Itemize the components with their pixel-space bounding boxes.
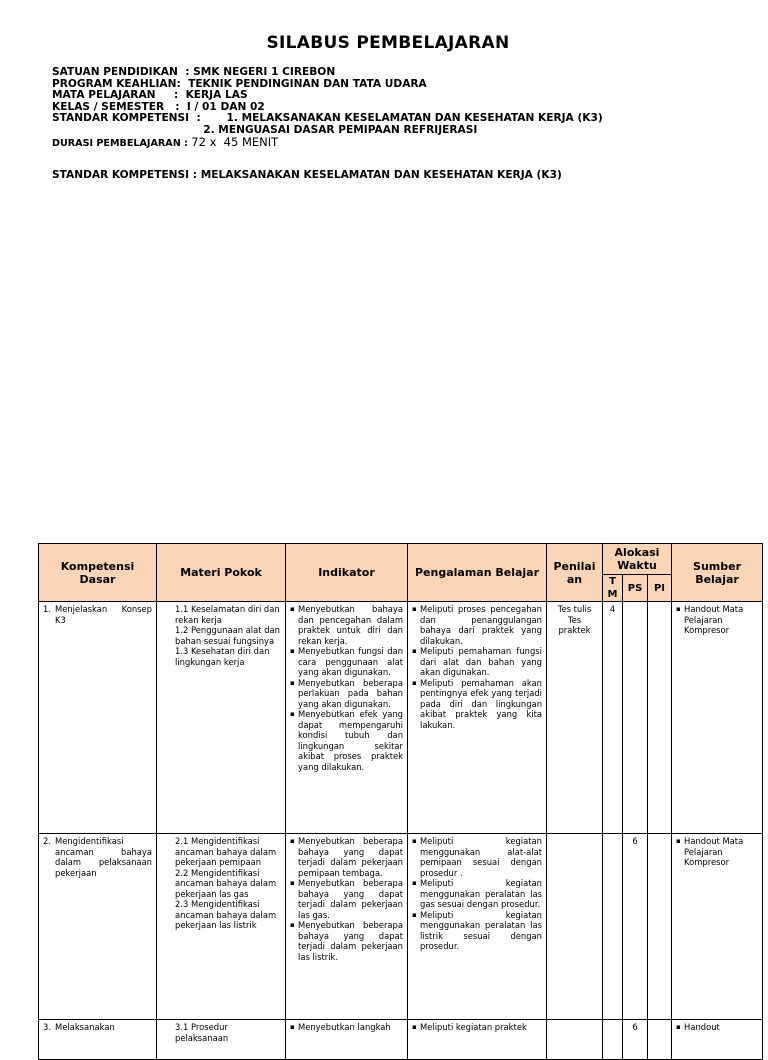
cell-ps: 6 bbox=[623, 834, 648, 1020]
indikator-item: ▪ Menyebutkan beberapa bahaya yang dapat terjadi dalam pekerjaan las listrik. bbox=[298, 920, 403, 962]
cell-kompetensi-dasar bbox=[39, 834, 157, 1020]
kd-number: 2. bbox=[43, 836, 51, 846]
kd-number: 1. bbox=[43, 604, 51, 614]
header-indikator: Indikator bbox=[286, 544, 408, 602]
indikator-item: ▪ Menyebutkan beberapa perlakuan pada bahan yang akan digunakan. bbox=[298, 678, 403, 710]
cell-penilaian bbox=[547, 602, 603, 834]
header-materi-pokok: Materi Pokok bbox=[157, 544, 286, 602]
sumber-item: ▪ Handout Mata Pelajaran Kompresor bbox=[684, 604, 758, 636]
cell-tm bbox=[603, 1020, 623, 1060]
table-row bbox=[39, 602, 763, 834]
cell-indikator bbox=[286, 834, 408, 1020]
pengalaman-item: ▪ Meliputi kegiatan menggunakan alat-alat pemipaan sesuai dengan prosedur . bbox=[420, 836, 542, 878]
cell-sumber-belajar bbox=[672, 834, 763, 1020]
header-pengalaman-belajar: Pengalaman Belajar bbox=[408, 544, 547, 602]
syllabus-table-body bbox=[39, 602, 763, 1060]
sumber-list bbox=[676, 604, 758, 636]
meta-sk2: 2. MENGUASAI DASAR PEMIPAAN REFRIJERASI bbox=[52, 123, 478, 136]
materi-item: 3.1 Prosedur pelaksanaan bbox=[175, 1022, 229, 1043]
cell-materi-pokok bbox=[157, 834, 286, 1020]
cell-sumber-belajar bbox=[672, 1020, 763, 1060]
cell-indikator bbox=[286, 1020, 408, 1060]
kompetensi-dasar bbox=[43, 604, 152, 625]
meta-sk1: STANDAR KOMPETENSI : 1. MELAKSANAKAN KESELAMATAN DAN KESEHATAN KERJA (K3) bbox=[52, 112, 603, 125]
cell-indikator bbox=[286, 602, 408, 834]
document-metadata bbox=[52, 67, 603, 149]
header-tm: T M bbox=[603, 575, 623, 602]
cell-kompetensi-dasar bbox=[39, 1020, 157, 1060]
meta-kelas: KELAS / SEMESTER : I / 01 DAN 02 bbox=[52, 100, 265, 113]
meta-durasi bbox=[52, 134, 603, 150]
meta-satuan: SATUAN PENDIDIKAN : SMK NEGERI 1 CIREBON bbox=[52, 66, 336, 78]
kd-text: Melaksanakan bbox=[55, 1022, 115, 1032]
materi-item: 2.1 Mengidentifikasi ancaman bahaya dalam pekerjaan pemipaan bbox=[175, 836, 277, 867]
indikator-item: ▪ Menyebutkan langkah bbox=[298, 1022, 403, 1033]
pengalaman-item: ▪ Meliputi kegiatan menggunakan peralatan las listrik sesuai dengan prosedur. bbox=[420, 910, 542, 952]
pengalaman-item: ▪ Meliputi pemahaman akan pentingnya efek yang terjadi pada diri dan lingkungan akibat praktek yang kita lakukan. bbox=[420, 678, 542, 731]
indikator-item: ▪ Menyebutkan bahaya dan pencegahan dalam praktek untuk diri dan rekan kerja. bbox=[298, 604, 403, 646]
pengalaman-list bbox=[412, 604, 542, 730]
cell-materi-pokok bbox=[157, 1020, 286, 1060]
penilaian-item: Tes tulis bbox=[557, 604, 592, 614]
penilaian-item: Tes praktek bbox=[558, 614, 591, 635]
indikator-item: ▪ Menyebutkan fungsi dan cara penggunaan alat yang akan digunakan. bbox=[298, 646, 403, 678]
header-penilaian: Penilai an bbox=[547, 544, 603, 602]
cell-pi bbox=[648, 834, 672, 1020]
cell-ps: 6 bbox=[623, 1020, 648, 1060]
kd-number: 3. bbox=[43, 1022, 51, 1032]
indikator-list bbox=[290, 836, 403, 962]
meta-program: PROGRAM KEAHLIAN: TEKNIK PENDINGINAN DAN TATA UDARA bbox=[52, 77, 427, 90]
page-title: SILABUS PEMBELAJARAN bbox=[266, 33, 510, 53]
cell-materi-pokok bbox=[157, 602, 286, 834]
header-sumber-belajar: Sumber Belajar bbox=[672, 544, 763, 602]
meta-durasi-label: DURASI PEMBELAJARAN : bbox=[52, 137, 192, 149]
materi-item: 2.3 Mengidentifikasi ancaman bahaya dalam pekerjaan las listrik bbox=[175, 899, 277, 930]
header-alokasi-waktu: Alokasi Waktu bbox=[603, 544, 672, 575]
standar-kompetensi-heading: STANDAR KOMPETENSI : MELAKSANAKAN KESELAMATAN DAN KESEHATAN KERJA (K3) bbox=[52, 169, 562, 181]
materi-item: 1.3 Kesehatan diri dan lingkungan kerja bbox=[175, 646, 270, 667]
pengalaman-item: ▪ Meliputi kegiatan menggunakan peralatan las gas sesuai dengan prosedur. bbox=[420, 878, 542, 910]
pengalaman-item: ▪ Meliputi pemahaman fungsi dari alat dan bahan yang akan digunakan. bbox=[420, 646, 542, 678]
cell-ps bbox=[623, 602, 648, 834]
cell-penilaian bbox=[547, 1020, 603, 1060]
kd-text: Menjelaskan Konsep K3 bbox=[55, 604, 152, 625]
sumber-list bbox=[676, 836, 758, 868]
cell-pengalaman-belajar bbox=[408, 834, 547, 1020]
cell-pi bbox=[648, 1020, 672, 1060]
pengalaman-list bbox=[412, 836, 542, 952]
indikator-item: ▪ Menyebutkan efek yang dapat mempengaruhi kondisi tubuh dan lingkungan sekitar akibat proses praktek yang dilakukan. bbox=[298, 709, 403, 772]
meta-mapel: MATA PELAJARAN : KERJA LAS bbox=[52, 89, 248, 102]
indikator-list bbox=[290, 604, 403, 772]
header-ps: PS bbox=[623, 575, 648, 602]
cell-pengalaman-belajar bbox=[408, 1020, 547, 1060]
cell-sumber-belajar bbox=[672, 602, 763, 834]
syllabus-table bbox=[38, 543, 763, 1060]
cell-kompetensi-dasar bbox=[39, 602, 157, 834]
cell-penilaian bbox=[547, 834, 603, 1020]
cell-pi bbox=[648, 602, 672, 834]
pengalaman-item: ▪ Meliputi proses pencegahan dan penanggulangan bahaya dari praktek yang dilakukan. bbox=[420, 604, 542, 646]
materi-item: 1.2 Penggunaan alat dan bahan sesuai fungsinya bbox=[175, 625, 280, 646]
header-kompetensi-dasar: Kompetensi Dasar bbox=[39, 544, 157, 602]
header-pi: PI bbox=[648, 575, 672, 602]
cell-tm: 4 bbox=[603, 602, 623, 834]
meta-durasi-value: 72 x 45 MENIT bbox=[191, 134, 279, 149]
materi-item: 1.1 Keselamatan diri dan rekan kerja bbox=[175, 604, 280, 625]
pengalaman-item: ▪ Meliputi kegiatan praktek bbox=[420, 1022, 542, 1033]
cell-pengalaman-belajar bbox=[408, 602, 547, 834]
indikator-item: ▪ Menyebutkan beberapa bahaya yang dapat terjadi dalam pekerjaan pemipaan tembaga. bbox=[298, 836, 403, 878]
materi-item: 2.2 Mengidentifikasi ancaman bahaya dalam pekerjaan las gas bbox=[175, 867, 277, 899]
table-row bbox=[39, 834, 763, 1020]
kompetensi-dasar bbox=[43, 836, 152, 878]
sumber-item: ▪ Handout bbox=[684, 1022, 758, 1033]
table-row bbox=[39, 1020, 763, 1060]
cell-tm bbox=[603, 834, 623, 1020]
indikator-item: ▪ Menyebutkan beberapa bahaya yang dapat terjadi dalam pekerjaan las gas. bbox=[298, 878, 403, 920]
sumber-item: ▪ Handout Mata Pelajaran Kompresor bbox=[684, 836, 758, 868]
kd-text: Mengidentifikasi ancaman bahaya dalam pelaksanaan pekerjaan bbox=[55, 836, 152, 878]
